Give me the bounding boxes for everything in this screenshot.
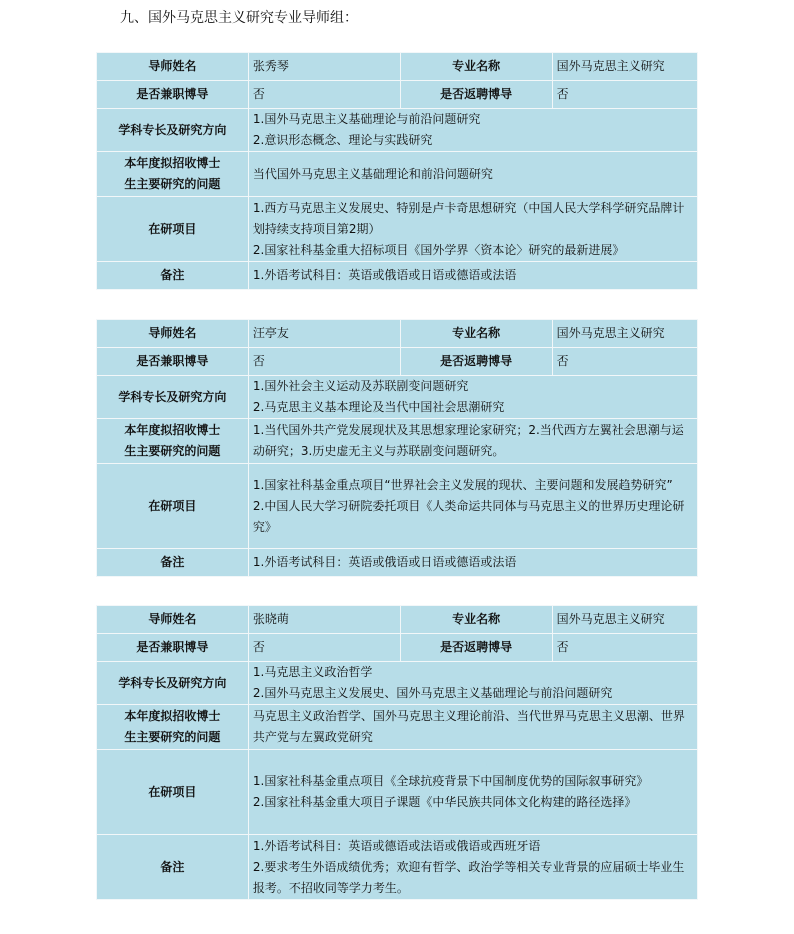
project-line: 1.国家社科基金重点项目“世界社会主义发展的现状、主要问题和发展趋势研究” bbox=[252, 477, 673, 492]
notes-label: 备注 bbox=[97, 549, 249, 577]
enrollment-value: 当代国外马克思主义基础理论和前沿问题研究 bbox=[248, 152, 697, 197]
enrollment-value: 1.当代国外共产党发展现状及其思想家理论家研究；2.当代西方左翼社会思潮与运动研究；3.历史虚无主义与苏联剧变问题研究。 bbox=[248, 419, 697, 464]
expertise-line: 1.国外社会主义运动及苏联剧变问题研究 bbox=[252, 379, 469, 393]
expertise-value bbox=[248, 662, 697, 705]
concurrent-phd-label: 是否兼职博导 bbox=[97, 81, 249, 109]
expertise-line: 1.国外马克思主义基础理论与前沿问题研究 bbox=[252, 112, 481, 126]
tutor-name-label: 导师姓名 bbox=[97, 320, 249, 348]
returning-phd-label: 是否返聘博导 bbox=[400, 81, 552, 109]
concurrent-phd-value: 否 bbox=[248, 634, 400, 662]
projects-value bbox=[248, 197, 697, 262]
note-line: 2.要求考生外语成绩优秀；欢迎有哲学、政治学等相关专业背景的应届硕士毕业生报考。不招收同等学力考生。 bbox=[252, 859, 685, 895]
expertise-line: 1.马克思主义政治哲学 bbox=[252, 665, 373, 679]
major-name-label: 专业名称 bbox=[400, 606, 552, 634]
note-line: 1.外语考试科目：英语或德语或法语或俄语或西班牙语 bbox=[252, 838, 541, 853]
tutor-table-3 bbox=[96, 605, 698, 900]
enrollment-label: 本年度拟招收博士 生主要研究的问题 bbox=[97, 705, 249, 750]
expertise-line: 2.马克思主义基本理论及当代中国社会思潮研究 bbox=[252, 400, 505, 414]
enrollment-value: 马克思主义政治哲学、国外马克思主义理论前沿、当代世界马克思主义思潮、世界共产党与左翼政党研究 bbox=[248, 705, 697, 750]
major-name-value: 国外马克思主义研究 bbox=[552, 606, 697, 634]
major-name-value: 国外马克思主义研究 bbox=[552, 53, 697, 81]
tutor-name-value: 张晓萌 bbox=[248, 606, 400, 634]
projects-label: 在研项目 bbox=[97, 750, 249, 835]
enrollment-label: 本年度拟招收博士 生主要研究的问题 bbox=[97, 419, 249, 464]
tutor-table-1 bbox=[96, 52, 698, 290]
returning-phd-label: 是否返聘博导 bbox=[400, 348, 552, 376]
notes-value bbox=[248, 835, 697, 900]
returning-phd-label: 是否返聘博导 bbox=[400, 634, 552, 662]
concurrent-phd-label: 是否兼职博导 bbox=[97, 348, 249, 376]
tutor-name-value: 张秀琴 bbox=[248, 53, 400, 81]
expertise-label: 学科专长及研究方向 bbox=[97, 662, 249, 705]
project-line: 2.中国人民大学习研院委托项目《人类命运共同体与马克思主义的世界历史理论研究》 bbox=[252, 498, 685, 534]
expertise-line: 2.意识形态概念、理论与实践研究 bbox=[252, 133, 433, 147]
project-line: 2.国家社科基金重大项目子课题《中华民族共同体文化构建的路径选择》 bbox=[252, 795, 637, 809]
section-title: 九、国外马克思主义研究专业导师组： bbox=[120, 10, 358, 26]
projects-label: 在研项目 bbox=[97, 197, 249, 262]
projects-value bbox=[248, 750, 697, 835]
major-name-value: 国外马克思主义研究 bbox=[552, 320, 697, 348]
tutor-name-value: 汪亭友 bbox=[248, 320, 400, 348]
returning-phd-value: 否 bbox=[552, 348, 697, 376]
concurrent-phd-value: 否 bbox=[248, 348, 400, 376]
expertise-label: 学科专长及研究方向 bbox=[97, 109, 249, 152]
expertise-value bbox=[248, 109, 697, 152]
expertise-label: 学科专长及研究方向 bbox=[97, 376, 249, 419]
notes-value: 1.外语考试科目：英语或俄语或日语或德语或法语 bbox=[248, 262, 697, 290]
returning-phd-value: 否 bbox=[552, 634, 697, 662]
project-line: 2.国家社科基金重大招标项目《国外学界〈资本论〉研究的最新进展》 bbox=[252, 242, 625, 257]
concurrent-phd-value: 否 bbox=[248, 81, 400, 109]
notes-label: 备注 bbox=[97, 835, 249, 900]
notes-label: 备注 bbox=[97, 262, 249, 290]
projects-value bbox=[248, 464, 697, 549]
expertise-value bbox=[248, 376, 697, 419]
expertise-line: 2.国外马克思主义发展史、国外马克思主义基础理论与前沿问题研究 bbox=[252, 686, 613, 700]
projects-label: 在研项目 bbox=[97, 464, 249, 549]
notes-value: 1.外语考试科目：英语或俄语或日语或德语或法语 bbox=[248, 549, 697, 577]
tutor-table-2 bbox=[96, 319, 698, 577]
tutor-name-label: 导师姓名 bbox=[97, 606, 249, 634]
concurrent-phd-label: 是否兼职博导 bbox=[97, 634, 249, 662]
major-name-label: 专业名称 bbox=[400, 53, 552, 81]
project-line: 1.西方马克思主义发展史、特别是卢卡奇思想研究（中国人民大学科学研究品牌计划持续支持项目第2期） bbox=[252, 200, 685, 236]
tutor-name-label: 导师姓名 bbox=[97, 53, 249, 81]
returning-phd-value: 否 bbox=[552, 81, 697, 109]
project-line: 1.国家社科基金重点项目《全球抗疫背景下中国制度优势的国际叙事研究》 bbox=[252, 774, 649, 788]
major-name-label: 专业名称 bbox=[400, 320, 552, 348]
enrollment-label: 本年度拟招收博士 生主要研究的问题 bbox=[97, 152, 249, 197]
